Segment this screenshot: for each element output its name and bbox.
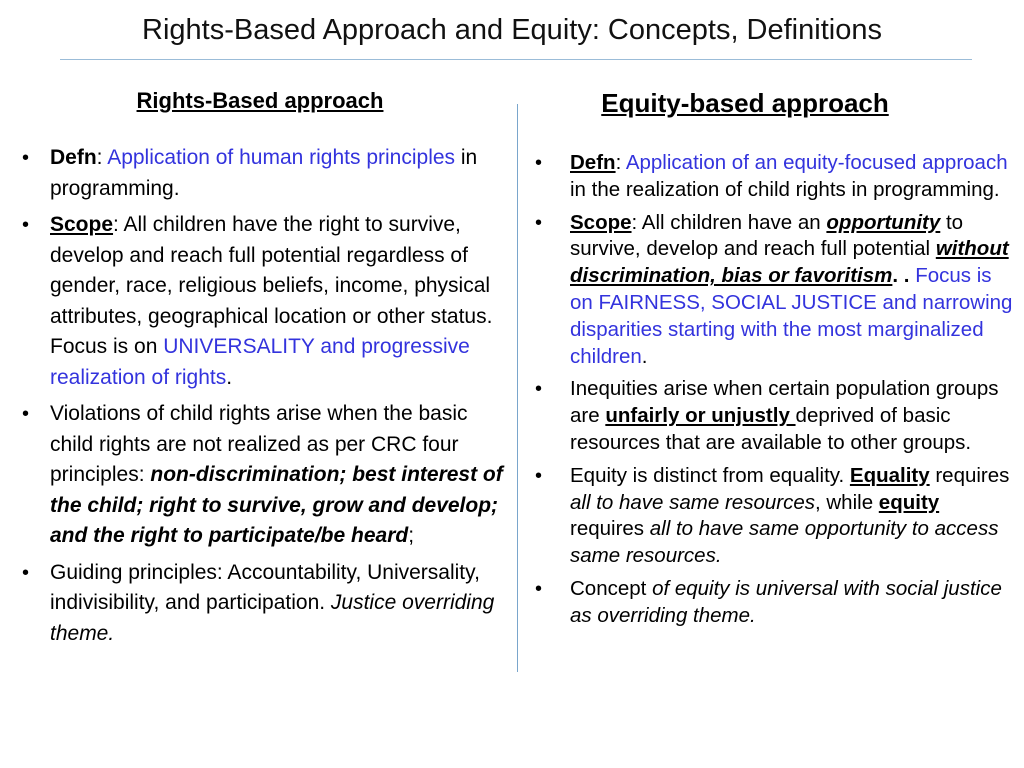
bullet-text: Defn: Application of an equity-focused approach in the realization of child rights in programming. bbox=[570, 151, 1008, 201]
equity-based-bullet-list bbox=[533, 150, 1015, 636]
bullet-text: Guiding principles: Accountability, Universality, indivisibility, and participation. Justice overriding theme. bbox=[50, 560, 495, 645]
bullet-icon: • bbox=[22, 403, 30, 425]
rights-based-bullet-list bbox=[20, 143, 512, 655]
bullet-icon: • bbox=[535, 152, 543, 174]
equity-based-heading: Equity-based approach bbox=[601, 88, 889, 118]
bullet-text: Defn: Application of human rights principles in programming. bbox=[50, 146, 478, 200]
bullet-item bbox=[533, 576, 1015, 630]
slide-title: Rights-Based Approach and Equity: Concepts, Definitions bbox=[142, 14, 882, 46]
bullet-item bbox=[533, 210, 1015, 371]
bullet-text: Equity is distinct from equality. Equality requires all to have same resources, while equity requires all to have same opportunity to access same resources. bbox=[570, 463, 1010, 568]
bullet-item bbox=[533, 376, 1015, 456]
column-divider bbox=[517, 104, 518, 672]
bullet-item bbox=[533, 463, 1015, 570]
bullet-icon: • bbox=[22, 147, 30, 169]
bullet-text: Scope: All children have the right to survive, develop and reach full potential regardless of gender, race, religious beliefs, income, physical attributes, geographical location or other status. Focus is on UNIVERSALITY and progressive realization of rights. bbox=[50, 213, 493, 389]
bullet-item bbox=[20, 210, 512, 393]
bullet-text: Inequities arise when certain population groups are unfairly or unjustly deprived of basic resources that are available to other groups. bbox=[570, 377, 999, 454]
bullet-item bbox=[20, 143, 512, 204]
bullet-item bbox=[20, 399, 512, 552]
rights-based-heading: Rights-Based approach bbox=[136, 88, 384, 113]
bullet-item bbox=[20, 558, 512, 650]
bullet-text: Scope: All children have an opportunity to survive, develop and reach full potential without discrimination, bias or favoritism. . Focus is on FAIRNESS, SOCIAL JUSTICE and narrowing disparities starting with the most marginalized children. bbox=[570, 210, 1013, 368]
title-underline bbox=[60, 59, 972, 60]
bullet-icon: • bbox=[22, 561, 30, 584]
bullet-icon: • bbox=[535, 211, 543, 234]
bullet-icon: • bbox=[535, 577, 543, 600]
bullet-item bbox=[533, 150, 1015, 204]
bullet-icon: • bbox=[535, 464, 543, 487]
bullet-text: Violations of child rights arise when the basic child rights are not realized as per CRC four principles: non-discrimination; best interest of the child; right to survive, grow and develop; and the right to participate/be heard; bbox=[50, 402, 503, 547]
bullet-text: Concept of equity is universal with social justice as overriding theme. bbox=[570, 576, 1002, 627]
bullet-icon: • bbox=[535, 378, 543, 401]
bullet-icon: • bbox=[22, 214, 30, 236]
